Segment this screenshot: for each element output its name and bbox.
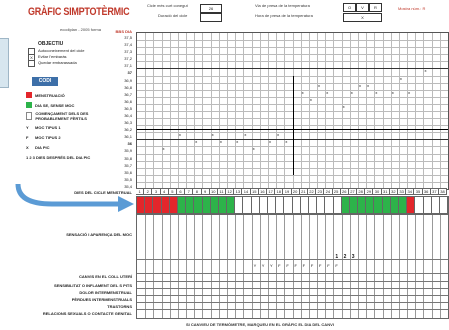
temperature-axis: [106, 29, 134, 189]
temperature-point[interactable]: x: [162, 146, 165, 152]
color-cell[interactable]: [374, 197, 382, 213]
legend-fertile: COMENÇAMENT DELS DES PROBABLEMENT FÈRTILS: [26, 110, 112, 122]
day-cell: 24: [324, 188, 332, 195]
cycle-label: Cicle més curt conegut: [147, 3, 188, 8]
color-cell[interactable]: [145, 197, 153, 213]
row-label-loss: PÈRDUES INTERMENSTRUALS: [71, 297, 132, 302]
color-cell[interactable]: [301, 197, 309, 213]
duration-field[interactable]: [200, 13, 222, 22]
day-cell: 3: [152, 188, 160, 195]
temperature-point[interactable]: x: [408, 89, 411, 95]
day-cell: 36: [423, 188, 431, 195]
mucus-mark: F: [278, 263, 281, 268]
checkbox[interactable]: X: [28, 54, 35, 61]
day-cell: 5: [169, 188, 177, 195]
color-cell[interactable]: [399, 197, 407, 213]
color-code-row[interactable]: [136, 196, 449, 214]
temperature-tick-label: 37,2: [124, 56, 132, 62]
day-cell: 26: [341, 188, 349, 195]
color-cell[interactable]: [415, 197, 423, 213]
grid-line: [137, 281, 448, 282]
temperature-point[interactable]: x: [244, 132, 247, 138]
shift-divider: [293, 76, 294, 175]
grid-line: [137, 61, 448, 62]
mucus-mark: F: [310, 263, 314, 268]
row-label-relations: RELACIONS SEXUALS O CONTACTE GENITAL: [42, 311, 132, 316]
time-field[interactable]: X: [343, 13, 382, 22]
temperature-point[interactable]: x: [342, 103, 345, 109]
color-cell[interactable]: [170, 197, 178, 213]
day-cell: 6: [177, 188, 185, 195]
route-label: Via de presa de la temperatura: [255, 3, 310, 8]
temperature-point[interactable]: x: [211, 132, 214, 138]
color-cell[interactable]: [358, 197, 366, 213]
temperature-point[interactable]: x: [424, 68, 427, 74]
temperature-point[interactable]: x: [358, 82, 361, 88]
day-cell: 21: [300, 188, 308, 195]
temperature-tick-label: 36,3: [124, 120, 132, 126]
grid-line: [137, 54, 448, 55]
temperature-tick-label: 37,1: [124, 63, 132, 69]
day-cell: 34: [406, 188, 414, 195]
left-edge-tab: [0, 38, 9, 88]
color-cell[interactable]: [309, 197, 317, 213]
grid-line: [137, 68, 448, 69]
color-cell[interactable]: [227, 197, 235, 213]
time-label: Hora de presa de la temperatura: [255, 13, 313, 18]
color-cell[interactable]: [203, 197, 211, 213]
color-cell[interactable]: [342, 197, 350, 213]
temperature-point[interactable]: x: [350, 89, 353, 95]
temperature-tick-label: 36,8: [124, 84, 132, 90]
after-peak-mark: 3: [351, 254, 355, 260]
day-cell: 10: [210, 188, 218, 195]
day-cell: 31: [382, 188, 390, 195]
temperature-point[interactable]: x: [318, 82, 321, 88]
color-cell[interactable]: [424, 197, 432, 213]
color-cell[interactable]: [235, 197, 243, 213]
day-cell: 28: [357, 188, 365, 195]
objective-panel: [28, 41, 92, 66]
route-option-v[interactable]: V: [356, 3, 369, 12]
route-option-o[interactable]: O: [343, 3, 356, 12]
observations-grid[interactable]: [136, 214, 449, 319]
temperature-tick-label: 36,7: [124, 91, 132, 97]
color-cell[interactable]: [366, 197, 374, 213]
row-label-disorder: TRASTORNS: [107, 304, 132, 309]
day-cell: 8: [193, 188, 201, 195]
after-peak-mark: 2: [343, 254, 347, 260]
color-cell[interactable]: [252, 197, 260, 213]
row-label-sensation: SENSACIÓ I APARENÇA DEL MOC: [66, 232, 132, 237]
grid-line: [137, 175, 448, 176]
mucus-mark: Y: [269, 263, 273, 268]
day-cell: 13: [234, 188, 242, 195]
temperature-point[interactable]: x: [309, 96, 312, 102]
day-cell: 29: [365, 188, 373, 195]
color-cell[interactable]: [391, 197, 399, 213]
temperature-tick-label: 35,4: [124, 183, 132, 189]
day-cell: 7: [185, 188, 193, 195]
temperature-point[interactable]: x: [195, 139, 198, 145]
temperature-point[interactable]: x: [399, 75, 402, 81]
day-cell: 9: [202, 188, 210, 195]
color-cell[interactable]: [432, 197, 440, 213]
mucus-mark: Y: [253, 263, 257, 268]
day-cell: 2: [144, 188, 152, 195]
day-cell: 12: [226, 188, 234, 195]
temperature-tick-label: 35,5: [124, 176, 132, 182]
day-cell: 30: [373, 188, 381, 195]
temperature-tick-label: 35,7: [124, 162, 132, 168]
checkbox[interactable]: [28, 60, 35, 67]
color-cell[interactable]: [260, 197, 268, 213]
day-cell: 11: [218, 188, 226, 195]
color-cell[interactable]: [243, 197, 251, 213]
temperature-tick-label: 36: [127, 141, 132, 147]
temperature-point[interactable]: x: [277, 132, 280, 138]
color-cell[interactable]: [407, 197, 415, 213]
color-cell[interactable]: [350, 197, 358, 213]
day-cell: 4: [161, 188, 169, 195]
legend-mucus1: Y MOC TIPUS 1: [26, 124, 61, 130]
temperature-point[interactable]: x: [391, 89, 394, 95]
color-cell[interactable]: [153, 197, 161, 213]
page-title: GRÀFIC SIMPTOTÈRMIC: [28, 6, 130, 18]
duration-label: Duració del cicle: [158, 13, 188, 18]
legend-dry: DIA SE, SENSE MOC: [26, 100, 112, 110]
mucus-mark: F: [286, 263, 289, 268]
green-swatch: [26, 102, 32, 108]
day-cell: 16: [259, 188, 267, 195]
temperature-tick-label: 36,9: [124, 77, 132, 83]
mucus-mark: Y: [261, 263, 265, 268]
row-label-cervix: CANVIS EN EL COLL UTERÍ: [79, 274, 132, 279]
days-row-label: DIES DEL CICLE MENSTRUAL: [74, 190, 132, 195]
temperature-tick-label: 37,3: [124, 49, 132, 55]
temperature-tick-label: 35,9: [124, 148, 132, 154]
legend-after-peak: 1 2 3 DIES DESPRÉS DEL DIA PIC: [26, 154, 91, 160]
temperature-tick-label: 35,6: [124, 169, 132, 175]
temperature-point[interactable]: x: [268, 139, 271, 145]
color-cell[interactable]: [276, 197, 284, 213]
color-cell[interactable]: [219, 197, 227, 213]
cycle-days-row: [136, 188, 447, 195]
mucus-mark: F: [335, 263, 338, 268]
temperature-point[interactable]: x: [178, 132, 181, 138]
day-cell: 18: [275, 188, 283, 195]
color-cell[interactable]: [317, 197, 325, 213]
color-cell[interactable]: [284, 197, 292, 213]
color-cell[interactable]: [194, 197, 202, 213]
temperature-tick-label: 36,2: [124, 127, 132, 133]
temperature-tick-label: 37: [127, 70, 132, 76]
temperature-tick-label: 36,4: [124, 113, 132, 118]
color-cell[interactable]: [440, 197, 448, 213]
grid-line: [137, 288, 448, 289]
temperature-tick-label: 36,1: [124, 134, 132, 140]
grid-line: [137, 47, 448, 48]
subtitle: ecodiplan - 2005 forma: [60, 27, 101, 32]
day-cell: 37: [431, 188, 439, 195]
grid-line: [137, 40, 448, 41]
color-cell[interactable]: [293, 197, 301, 213]
temperature-tick-label: 37,5: [124, 35, 132, 40]
grid-line: [137, 295, 448, 296]
temperature-point[interactable]: x: [252, 146, 255, 152]
day-cell: 35: [414, 188, 422, 195]
day-cell: 15: [251, 188, 259, 195]
row-label-sensitivity: SENSIBILITAT O INFLAMENT DEL S PITS: [53, 283, 132, 288]
temperature-grid[interactable]: [136, 32, 449, 190]
footer-note: SI CANVIEU DE TERMÒMETRE, MARQUEU EN EL GRÀFIC EL DIA DEL CANVI: [186, 322, 334, 327]
legend-peak: X DIA PIC: [26, 144, 50, 150]
legend-menstruation: MENSTRUACIÓ: [26, 90, 112, 100]
after-peak-mark: 1: [335, 254, 339, 260]
mucus-mark: F: [294, 263, 297, 268]
objective-label: Evitar l'embaràs: [38, 54, 67, 59]
color-cell[interactable]: [334, 197, 342, 213]
color-cell[interactable]: [325, 197, 333, 213]
mucus-mark: F: [319, 263, 322, 268]
color-cell[interactable]: [211, 197, 219, 213]
grid-line: [137, 302, 448, 303]
color-cell[interactable]: [137, 197, 145, 213]
cycle-field[interactable]: 26: [200, 4, 222, 13]
temperature-point[interactable]: x: [326, 89, 329, 95]
temperature-point[interactable]: x: [236, 139, 239, 145]
day-cell: 33: [398, 188, 406, 195]
objective-item[interactable]: [28, 60, 92, 66]
legend-mucus2: F MOC TIPUS 2: [26, 134, 61, 140]
day-cell: 32: [390, 188, 398, 195]
mucus-mark: F: [327, 263, 330, 268]
temperature-point[interactable]: x: [367, 82, 370, 88]
grid-line: [137, 273, 448, 274]
route-option-r[interactable]: R: [369, 3, 382, 12]
codi-button[interactable]: CODI: [32, 77, 58, 86]
grid-line: [137, 309, 448, 310]
temperature-point[interactable]: x: [301, 89, 304, 95]
axis-title: BBS DIA: [115, 29, 132, 34]
temperature-tick-label: 37,4: [124, 42, 132, 48]
sample-number-label: Mostra núm.: R: [398, 6, 426, 11]
mucus-mark: F: [302, 263, 306, 268]
arrow-icon: [12, 182, 138, 216]
day-cell: 23: [316, 188, 324, 195]
day-cell: 25: [333, 188, 341, 195]
legend: [26, 90, 112, 162]
grid-line: [137, 259, 448, 260]
temperature-tick-label: 35,8: [124, 155, 132, 161]
grid-line: [137, 182, 448, 183]
objective-title: OBJECTIU: [38, 41, 64, 47]
color-cell[interactable]: [162, 197, 170, 213]
day-cell: 19: [283, 188, 291, 195]
day-cell: 1: [136, 188, 144, 195]
red-swatch: [26, 92, 32, 98]
color-cell[interactable]: [383, 197, 391, 213]
day-cell: 27: [349, 188, 357, 195]
temperature-point[interactable]: x: [219, 139, 222, 145]
temperature-point[interactable]: x: [375, 89, 378, 95]
white-swatch: [26, 112, 32, 120]
color-cell[interactable]: [186, 197, 194, 213]
day-cell: 22: [308, 188, 316, 195]
day-cell: 14: [242, 188, 250, 195]
day-cell: 20: [292, 188, 300, 195]
row-label-pain: DOLOR INTERMENSTRUAL: [79, 290, 132, 295]
objective-label: Quedar embarassada: [38, 60, 77, 65]
color-cell[interactable]: [268, 197, 276, 213]
color-cell[interactable]: [178, 197, 186, 213]
day-cell: 38: [439, 188, 447, 195]
objective-label: Autoconeixement del cicle: [38, 48, 85, 53]
day-cell: 17: [267, 188, 275, 195]
temperature-tick-label: 36,5: [124, 105, 132, 111]
temperature-point[interactable]: x: [285, 139, 288, 145]
temperature-tick-label: 36,6: [124, 98, 132, 104]
